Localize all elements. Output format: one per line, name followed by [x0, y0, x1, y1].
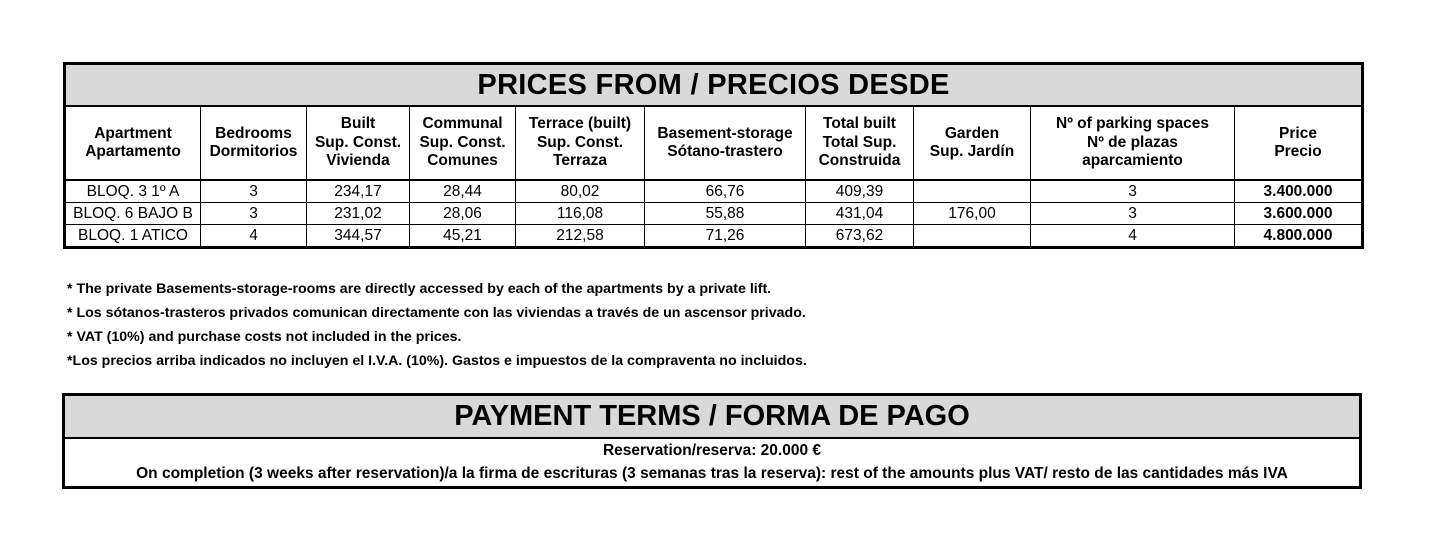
table-cell: 231,02 [307, 203, 410, 225]
column-header-line: Built [340, 115, 376, 133]
table-cell [914, 180, 1031, 203]
table-cell: BLOQ. 6 BAJO B [65, 203, 201, 225]
column-header-line: Communal [422, 115, 503, 133]
price-cell: 3.400.000 [1235, 180, 1363, 203]
table-cell: 28,44 [410, 180, 516, 203]
column-header [410, 106, 516, 180]
column-header-line: Sup. Const. [536, 133, 624, 151]
column-header-line: Precio [1274, 143, 1322, 160]
table-cell: 66,76 [645, 180, 806, 203]
price-cell: 3.600.000 [1235, 203, 1363, 225]
table-cell: 80,02 [516, 180, 645, 203]
column-header-line: Comunes [427, 152, 498, 170]
table-cell: 71,26 [645, 225, 806, 248]
table-cell: 116,08 [516, 203, 645, 225]
column-header-line: Nº of parking spaces [1056, 115, 1209, 133]
column-header-line: Apartment [94, 124, 172, 142]
column-header [516, 106, 645, 180]
table-cell: 234,17 [307, 180, 410, 203]
column-header-line: Terraza [553, 152, 607, 170]
table-cell: 409,39 [806, 180, 914, 203]
table-cell: 176,00 [914, 203, 1031, 225]
column-header [645, 106, 806, 180]
column-header-line: Terrace (built) [528, 115, 632, 133]
table-cell: 55,88 [645, 203, 806, 225]
column-header-line: Apartamento [85, 143, 181, 160]
table-row [65, 203, 1363, 225]
table-cell: 673,62 [806, 225, 914, 248]
column-header-line: Construida [818, 152, 901, 170]
price-cell: 4.800.000 [1235, 225, 1363, 248]
payment-terms-box [62, 393, 1362, 489]
column-header [201, 106, 307, 180]
table-cell: 4 [201, 225, 307, 248]
column-header-line: Dormitorios [209, 143, 298, 160]
column-header [914, 106, 1031, 180]
table-cell: 3 [201, 203, 307, 225]
note-line: * VAT (10%) and purchase costs not included in the prices. [67, 329, 462, 345]
table-cell: 212,58 [516, 225, 645, 248]
column-header-line: Garden [944, 124, 1000, 142]
table-row [65, 180, 1363, 203]
column-header-line: Basement-storage [657, 124, 793, 142]
table-cell: BLOQ. 3 1º A [65, 180, 201, 203]
column-header [1235, 106, 1363, 180]
prices-table [63, 62, 1364, 249]
column-header-line: Sup. Const. [419, 133, 506, 151]
column-header-row [65, 106, 1363, 180]
table-cell: 28,06 [410, 203, 516, 225]
column-header-line: Price [1279, 124, 1317, 142]
table-cell: 344,57 [307, 225, 410, 248]
table-cell: 3 [1031, 180, 1235, 203]
table-cell: 4 [1031, 225, 1235, 248]
prices-title: PRICES FROM / PRECIOS DESDE [65, 64, 1363, 107]
column-header-line: Nº de plazas [1087, 133, 1178, 151]
table-cell: 3 [1031, 203, 1235, 225]
table-cell [914, 225, 1031, 248]
column-header [806, 106, 914, 180]
column-header [65, 106, 201, 180]
column-header-line: Sótano-trastero [667, 143, 783, 160]
completion-terms: On completion (3 weeks after reservation)/a la firma de escrituras (3 semanas tras la reserva): rest of the amounts plus VAT/ resto de las cantidades más IVA [136, 465, 1288, 482]
note-line: * Los sótanos-trasteros privados comunican directamente con las viviendas a través de un ascensor privado. [67, 305, 806, 321]
table-cell: BLOQ. 1 ATICO [65, 225, 201, 248]
column-header-line: Total Sup. [822, 133, 897, 151]
payment-terms-title: PAYMENT TERMS / FORMA DE PAGO [65, 396, 1359, 439]
column-header-line: Vivienda [326, 152, 390, 170]
table-cell: 431,04 [806, 203, 914, 225]
table-cell: 3 [201, 180, 307, 203]
note-line: *Los precios arriba indicados no incluyen el I.V.A. (10%). Gastos e impuestos de la compraventa no incluidos. [67, 353, 807, 369]
table-cell: 45,21 [410, 225, 516, 248]
column-header-line: Sup. Jardín [929, 143, 1015, 160]
note-line: * The private Basements-storage-rooms are directly accessed by each of the apartments by a private lift. [67, 281, 772, 297]
table-row [65, 225, 1363, 248]
column-header-line: Total built [823, 115, 896, 133]
reservation-amount: Reservation/reserva: 20.000 € [602, 442, 821, 459]
column-header-line: Sup. Const. [314, 133, 402, 151]
column-header [1031, 106, 1235, 180]
column-header [307, 106, 410, 180]
column-header-line: aparcamiento [1082, 152, 1183, 170]
price-notes [67, 277, 1367, 373]
column-header-line: Bedrooms [215, 124, 292, 142]
prices-table-body [65, 180, 1363, 248]
